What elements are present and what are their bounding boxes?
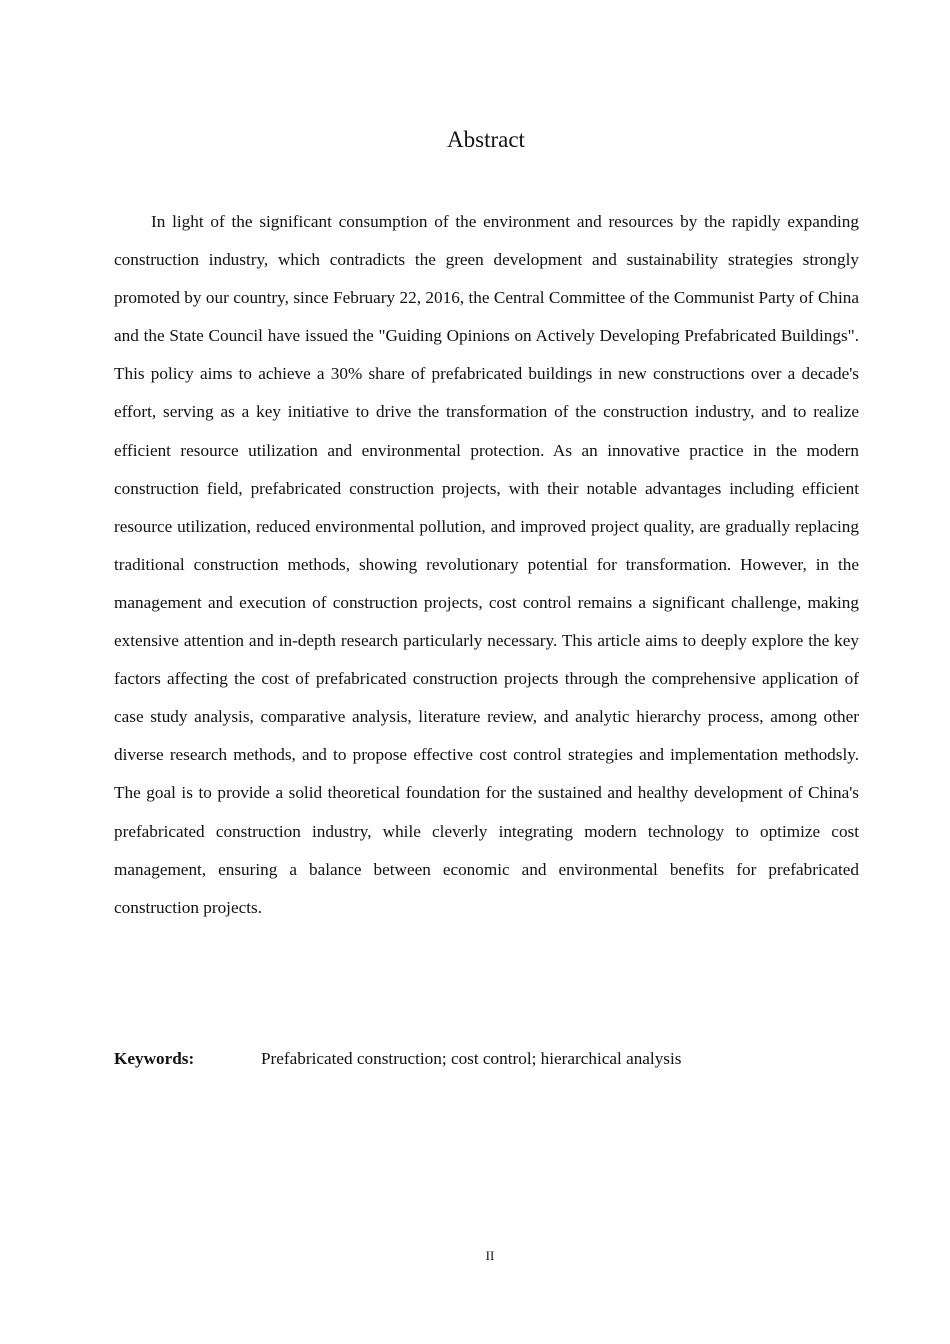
page-title: Abstract: [447, 127, 525, 152]
keywords-line: [114, 1043, 859, 1075]
keywords-label: Keywords:: [114, 1049, 195, 1068]
abstract-body: In light of the significant consumption of the environment and resources by the rapidly expanding construction industry, which contradicts the green development and sustainability strategies strongly promoted by our country, since February 22, 2016, the Central Committee of the Communist Party of China and the State Council have issued the "Guiding Opinions on Actively Developing Prefabricated Buildings". This policy aims to achieve a 30% share of prefabricated buildings in new constructions over a decade's effort, serving as a key initiative to drive the transformation of the construction industry, and to realize efficient resource utilization and environmental protection. As an innovative practice in the modern construction field, prefabricated construction projects, with their notable advantages including efficient resource utilization, reduced environmental pollution, and improved project quality, are gradually replacing traditional construction methods, showing revolutionary potential for transformation. However, in the management and execution of construction projects, cost control remains a significant challenge, making extensive attention and in-depth research particularly necessary. This article aims to deeply explore the key factors affecting the cost of prefabricated construction projects through the comprehensive application of case study analysis, comparative analysis, literature review, and analytic hierarchy process, among other diverse research methods, and to propose effective cost control strategies and implementation methodsly. The goal is to provide a solid theoretical foundation for the sustained and healthy development of China's prefabricated construction industry, while cleverly integrating modern technology to optimize cost management, ensuring a balance between economic and environmental benefits for prefabricated construction projects.: [114, 212, 859, 917]
keywords-text: Prefabricated construction; cost control; hierarchical analysis: [261, 1049, 682, 1068]
page-number: II: [485, 1248, 495, 1263]
